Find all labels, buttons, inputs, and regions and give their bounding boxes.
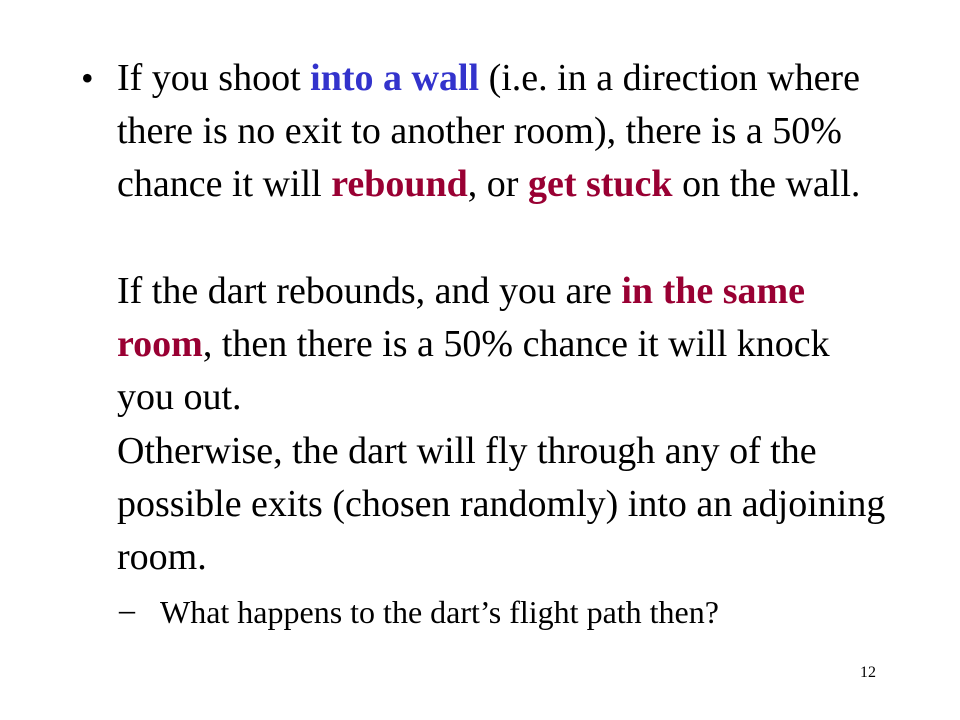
bullet-1-highlight-into-a-wall: into a wall: [310, 57, 480, 99]
bullet-text-3: [117, 425, 887, 584]
bullet-marker-1: •: [81, 58, 94, 98]
page-number: 12: [860, 664, 876, 681]
bullet-1-part-7: on the wall.: [672, 163, 861, 205]
bullet-2-highlight-in-the-same-room: in the same room: [117, 270, 806, 365]
bullet-1-part-1: If you shoot: [117, 57, 311, 99]
bullet-3-part-1: Otherwise, the dart will fly through any of the possible exits (chosen randomly) into an adjoining room.: [117, 430, 886, 578]
bullet-1-highlight-rebound: rebound: [331, 163, 468, 205]
bullet-1-part-3: (i.e. in a direction where there is no exit to another room), there is a 50% chance it will: [117, 57, 860, 205]
bullet-1-part-5: , or: [467, 163, 528, 205]
bullet-2-part-3: , then there is a 50% chance it will knock you out.: [117, 323, 830, 418]
bullet-text-1: [117, 52, 887, 211]
bullet-text-2: [117, 265, 887, 424]
bullet-1-highlight-get-stuck: get stuck: [527, 163, 673, 205]
sub-bullet-text: What happens to the dart’s flight path then?: [160, 594, 719, 630]
sub-bullet-marker: –: [119, 591, 135, 627]
bullet-2-part-1: If the dart rebounds, and you are: [117, 270, 622, 312]
